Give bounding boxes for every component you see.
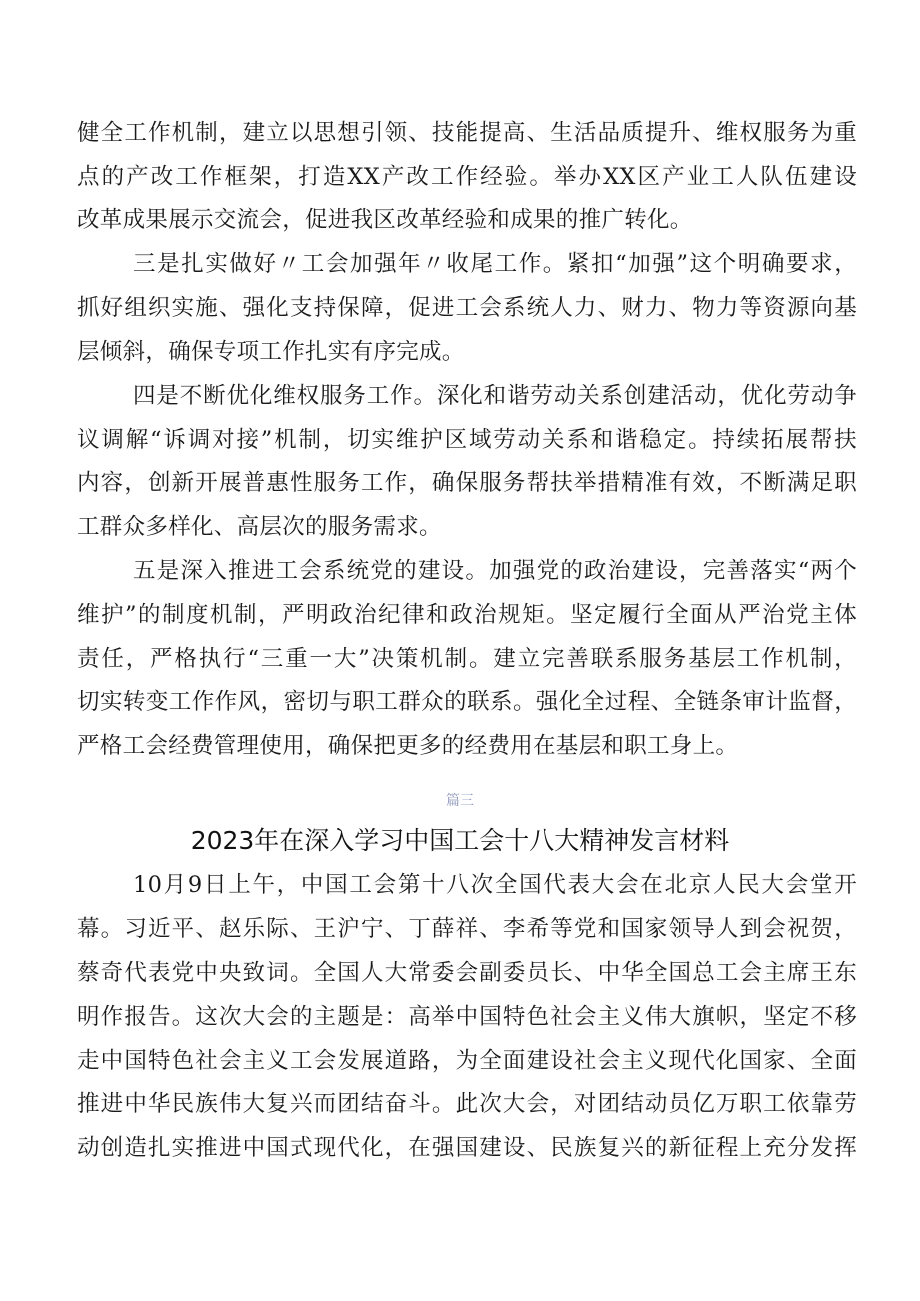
paragraph-line: 10月9日上午，中国工会第十八次全国代表大会在北京人民大会堂开: [133, 872, 857, 898]
paragraph-line: 蔡奇代表党中央致词。全国人大常委会副委员长、中华全国总工会主席王东: [77, 960, 857, 986]
paragraph-line: 内容，创新开展普惠性服务工作，确保服务帮扶举措精准有效，不断满足职: [77, 470, 857, 496]
paragraph-line: 健全工作机制，建立以思想引领、技能提高、生活品质提升、维权服务为重: [77, 120, 857, 146]
paragraph-line: 三是扎实做好〃工会加强年〃收尾工作。紧扣“加强”这个明确要求，: [133, 251, 857, 277]
paragraph-line: 维护”的制度机制，严明政治纪律和政治规矩。坚定履行全面从严治党主体: [77, 602, 857, 628]
paragraph-line: 改革成果展示交流会，促进我区改革经验和成果的推广转化。: [77, 207, 693, 233]
paragraph-line: 明作报告。这次大会的主题是：高举中国特色社会主义伟大旗帜，坚定不移: [77, 1004, 857, 1030]
paragraph-line: 走中国特色社会主义工会发展道路，为全面建设社会主义现代化国家、全面: [77, 1048, 857, 1074]
paragraph-line: 幕。习近平、赵乐际、王沪宁、丁薛祥、李希等党和国家领导人到会祝贺，: [77, 916, 857, 942]
paragraph-line: 动创造扎实推进中国式现代化，在强国建设、民族复兴的新征程上充分发挥: [77, 1135, 857, 1161]
paragraph-line: 议调解“诉调对接”机制，切实维护区域劳动关系和谐稳定。持续拓展帮扶: [77, 427, 857, 453]
paragraph-line: 抓好组织实施、强化支持保障，促进工会系统人力、财力、物力等资源向基: [77, 295, 857, 321]
paragraph-line: 严格工会经费管理使用，确保把更多的经费用在基层和职工身上。: [77, 733, 739, 759]
paragraph-line: 层倾斜，确保专项工作扎实有序完成。: [77, 339, 465, 365]
paragraph-line: 工群众多样化、高层次的服务需求。: [77, 514, 442, 540]
paragraph-line: 点的产改工作框架，打造XX产改工作经验。举办XX区产业工人队伍建设: [77, 164, 857, 190]
paragraph-line: 五是深入推进工会系统党的建设。加强党的政治建设，完善落实“两个: [133, 558, 857, 584]
paragraph-line: 四是不断优化维权服务工作。深化和谐劳动关系创建活动，优化劳动争: [133, 383, 857, 409]
paragraph-line: 责任，严格执行“三重一大”决策机制。建立完善联系服务基层工作机制，: [77, 646, 857, 672]
section-label: 篇三: [446, 793, 474, 809]
article-title: 2023年在深入学习中国工会十八大精神发言材料: [190, 826, 730, 855]
paragraph-line: 切实转变工作作风，密切与职工群众的联系。强化全过程、全链条审计监督，: [77, 689, 857, 715]
paragraph-line: 推进中华民族伟大复兴而团结奋斗。此次大会，对团结动员亿万职工依靠劳: [77, 1091, 857, 1117]
